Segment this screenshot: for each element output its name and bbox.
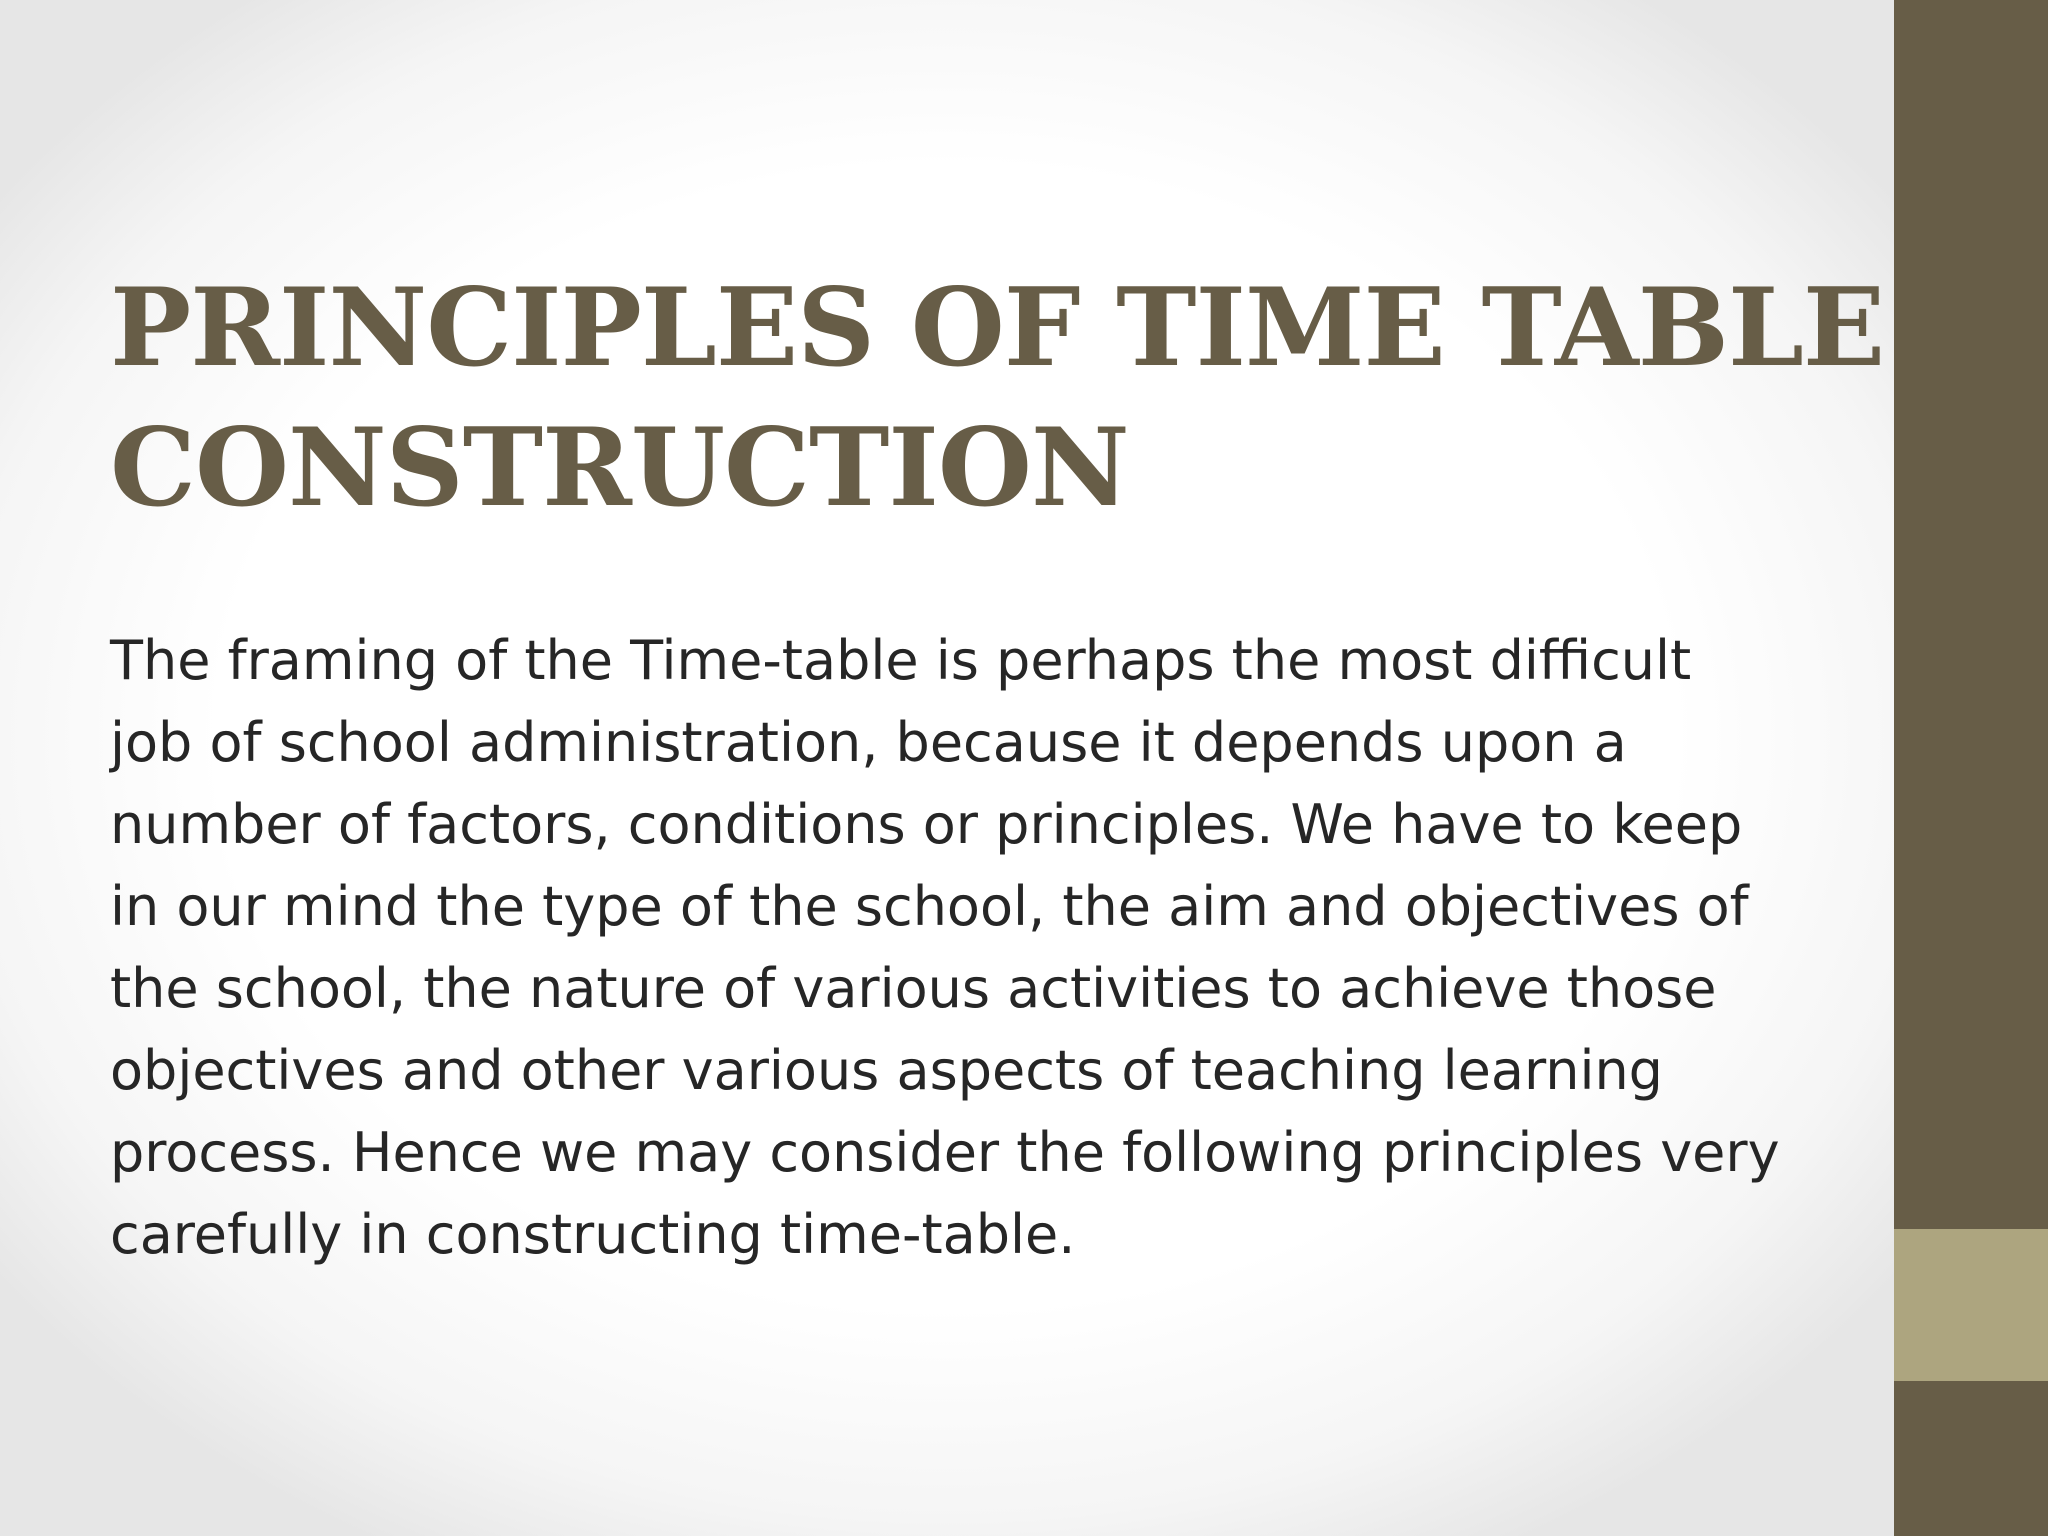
body-text-line: carefully in constructing time-table. xyxy=(110,1203,1076,1266)
body-text-line: number of factors, conditions or principles. We have to keep xyxy=(110,793,1743,856)
body-text-line: objectives and other various aspects of teaching learning xyxy=(110,1039,1663,1102)
slide-title xyxy=(110,258,1885,538)
body-text-line: the school, the nature of various activities to achieve those xyxy=(110,957,1717,1020)
body-text-line: The framing of the Time-table is perhaps the most difficult xyxy=(110,629,1692,692)
slide-body-text xyxy=(110,620,1870,1276)
slide-title-line: PRINCIPLES OF TIME TABLE xyxy=(110,265,1885,391)
body-text-line: process. Hence we may consider the following principles very xyxy=(110,1121,1780,1184)
body-text-line: in our mind the type of the school, the aim and objectives of xyxy=(110,875,1749,938)
body-text-line: job of school administration, because it depends upon a xyxy=(110,711,1627,774)
decorative-side-accent xyxy=(1894,1229,2048,1381)
slide-title-line: CONSTRUCTION xyxy=(110,405,1129,531)
